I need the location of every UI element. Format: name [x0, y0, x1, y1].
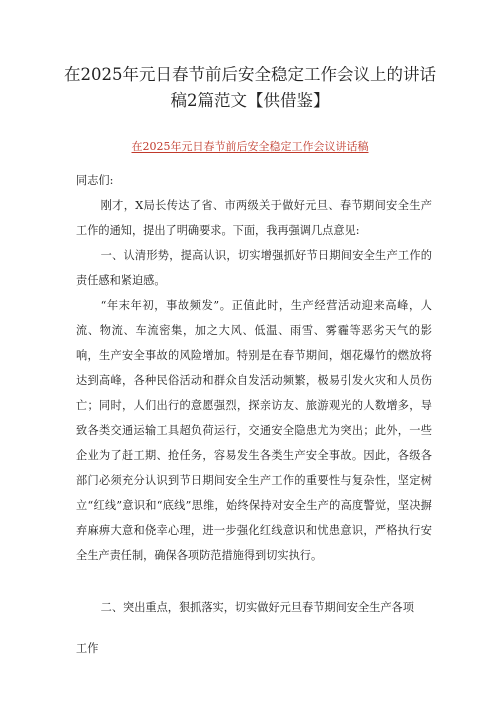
- section-heading-2: 二、突出重点，狠抓落实，切实做好元旦春节期间安全生产各项: [100, 601, 414, 614]
- greeting: 同志们:: [76, 174, 114, 187]
- title-line-1: 在2025年元日春节前后安全稳定工作会议上的讲话: [64, 65, 436, 84]
- paragraph-intro: 刚才，X局长传达了省、市两级关于做好元旦、春节期间安全生产工作的通知，提出了明确要求。下面，我再强调几点意见:: [76, 199, 432, 237]
- section-heading-2-continued: 工作: [76, 642, 99, 655]
- section-heading-1: 一、认清形势，提高认识，切实增强抓好节日期间安全生产工作的责任感和紧迫感。: [76, 249, 432, 287]
- document-title: [40, 62, 460, 114]
- document-subtitle-link[interactable]: 在2025年元日春节前后安全稳定工作会议讲话稿: [131, 140, 369, 153]
- title-line-2: 稿2篇范文【供借鉴】: [170, 91, 330, 110]
- paragraph-body: “年末年初，事故频发”。正值此时，生产经营活动迎来高峰，人流、物流、车流密集，加之大风、低温、雨雪、雾霾等恶劣天气的影响，生产安全事故的风险增加。特别是在春节期间，烟花爆竹的燃放将达到高峰，各种民俗活动和群众自发活动频繁，极易引发火灾和人员伤亡；同时，人们出行的意愿强烈，探亲访友、旅游观光的人数增多，导致各类交通运输工具超负荷运行，交通安全隐患尤为突出；此外，一些企业为了赶工期、抢任务，容易发生各类生产安全事故。因此，各级各部门必须充分认识到节日期间安全生产工作的重要性与复杂性，坚定树立“红线”意识和“底线”思维，始终保持对安全生产的高度警觉，坚决摒弃麻痹大意和侥幸心理，进一步强化红线意识和忧患意识，严格执行安全生产责任制，确保各项防范措施得到切实执行。: [76, 299, 432, 562]
